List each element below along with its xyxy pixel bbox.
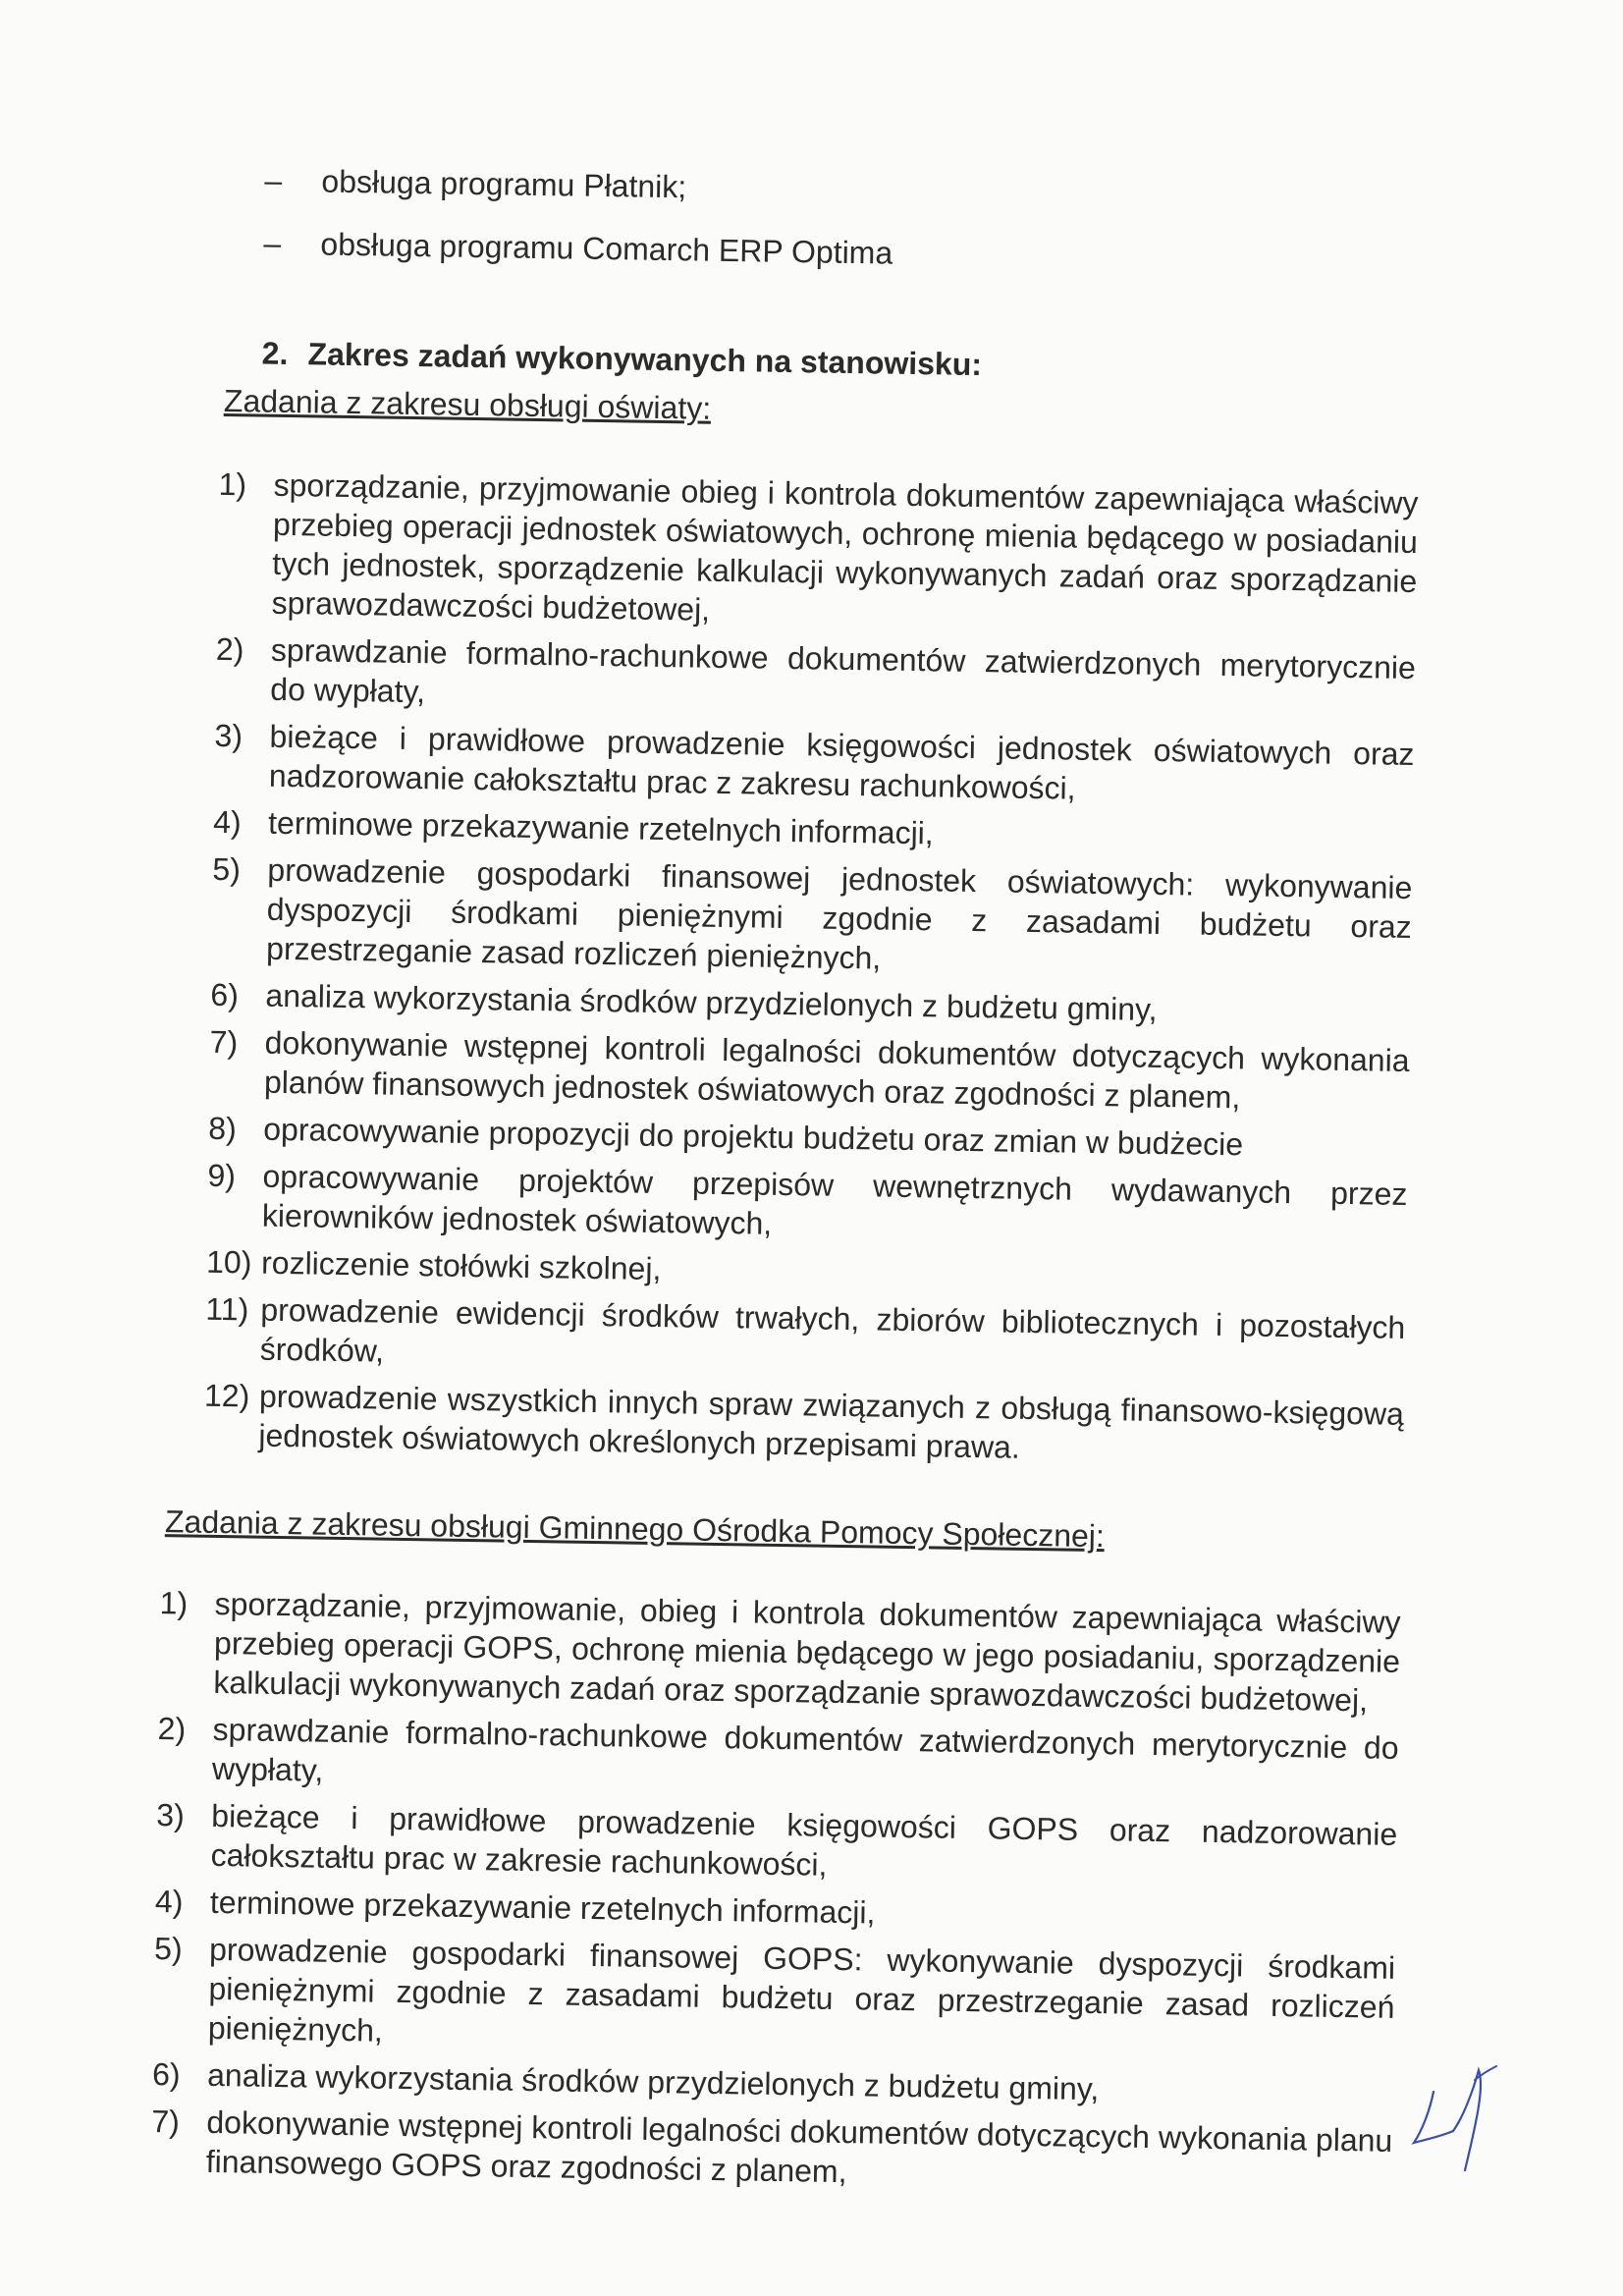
task-text: terminowe przekazywanie rzetelnych informacji, [209,1884,876,1931]
oswiata-heading: Zadania z zakresu obsługi oświaty: [223,382,712,426]
task-text: opracowywanie projektów przepisów wewnętrznych wydawanych przez kierowników jednostek oświatowych, [261,1158,1408,1241]
task-item [214,716,1415,813]
task-item [158,1583,1401,1721]
task-number: 11) [205,1290,249,1328]
task-number: 4) [154,1884,184,1920]
task-number: 1) [159,1585,189,1621]
task-item [207,1156,1408,1253]
task-text: sporządzanie, przyjmowanie obieg i kontrola dokumentów zapewniająca właściwy przebieg operacji jednostek oświatowych, ochronę mienia będącego w posiadaniu tych jednostek, sporządzenie kalkulacji wykonywanych zadań oraz sporządzanie sprawozdawczości budżetowej, [271,466,1419,628]
task-number: 10) [205,1243,252,1281]
task-number: 5) [212,850,242,888]
task-text: prowadzenie gospodarki finansowej GOPS: wykonywanie dyspozycji środkami pieniężnymi zgodnie z zasadami budżetu oraz przestrzeganie zasad rozliczeń pieniężnych, [207,1931,1396,2049]
task-number: 5) [153,1931,183,1967]
task-item [155,1795,1397,1893]
bullet-item: – obsługa programu Płatnik; [264,149,1424,231]
task-number: 2) [157,1711,187,1747]
task-text: dokonywanie wstępnej kontroli legalności dokumentów dotyczących wykonania planów finansowych jednostek oświatowych oraz zgodności z planem, [263,1024,1410,1116]
task-text: analiza wykorzystania środków przydzielonych z budżetu gminy, [265,977,1158,1027]
task-number: 3) [156,1797,186,1833]
task-number: 3) [214,717,243,754]
task-number: 1) [218,465,247,503]
task-item [209,1022,1410,1120]
task-text: prowadzenie ewidencji środków trwałych, zbiorów bibliotecznych i pozostałych środków, [259,1291,1406,1369]
task-number: 6) [151,2056,181,2093]
task-number: 7) [209,1023,239,1061]
task-text: opracowywanie propozycji do projektu budżetu oraz zmian w budżecie [263,1111,1244,1163]
task-number: 12) [203,1377,250,1414]
task-item [211,849,1413,986]
task-number: 7) [151,2104,181,2140]
gops-task-list [150,1583,1400,2200]
task-number: 8) [208,1110,238,1147]
oswiata-task-list [203,465,1419,1473]
document-content [135,147,1423,2208]
task-text: bieżące i prawidłowe prowadzenie księgowości GOPS oraz nadzorowanie całokształtu prac w zakresie rachunkowości, [210,1797,1398,1883]
task-item [215,629,1416,727]
signature-initials-icon [1394,2062,1512,2180]
task-item [204,1289,1405,1387]
task-text: dokonywanie wstępnej kontroli legalności dokumentów dotyczących wykonania planu finansowego GOPS oraz zgodności z planem, [205,2104,1393,2190]
task-text: bieżące i prawidłowe prowadzenie księgowości jednostek oświatowych oraz nadzorowanie całokształtu prac z zakresu rachunkowości, [268,718,1415,806]
task-number: 2) [215,630,244,668]
task-text: prowadzenie gospodarki finansowej jednostek oświatowych: wykonywanie dyspozycji środkami pieniężnymi zgodnie z zasadami budżetu oraz przestrzeganie zasad rozliczeń pieniężnych, [265,851,1413,976]
task-number: 4) [212,803,242,841]
task-item [216,465,1418,640]
task-number: 6) [210,976,240,1013]
section-number: 2. [261,335,289,371]
task-text: sporządzanie, przyjmowanie, obieg i kontrola dokumentów zapewniająca właściwy przebieg operacji GOPS, ochronę mienia będącego w jego posiadaniu, sporządzenie kalkulacji wykonywanych zadań oraz sporządzanie sprawozdawczości budżetowej, [213,1585,1401,1719]
task-item [153,1929,1396,2066]
task-text: prowadzenie wszystkich innych spraw związanych z obsługą finansowo-księgową jednostek oświatowych określonych przepisami prawa. [258,1378,1405,1465]
task-item [157,1709,1399,1807]
gops-heading: Zadania z zakresu obsługi Gminnego Ośrodka Pomocy Społecznej: [164,1503,1106,1555]
task-text: sprawdzanie formalno-rachunkowe dokumentów zatwierdzonych merytorycznie do wypłaty, [270,631,1417,710]
task-text: terminowe przekazywanie rzetelnych informacji, [267,804,935,851]
bullet-item: – obsługa programu Comarch ERP Optima [263,212,1423,294]
software-bullet-list [263,149,1424,294]
task-item [203,1376,1404,1473]
task-text: sprawdzanie formalno-rachunkowe dokumentów zatwierdzonych merytorycznie do wypłaty, [211,1711,1399,1788]
section-title: Zakres zadań wykonywanych na stanowisku: [307,336,983,383]
task-text: analiza wykorzystania środków przydzielonych z budżetu gminy, [206,2056,1100,2107]
task-item [150,2102,1392,2200]
task-text: rozliczenie stołówki szkolnej, [260,1244,662,1287]
task-number: 9) [207,1157,237,1194]
